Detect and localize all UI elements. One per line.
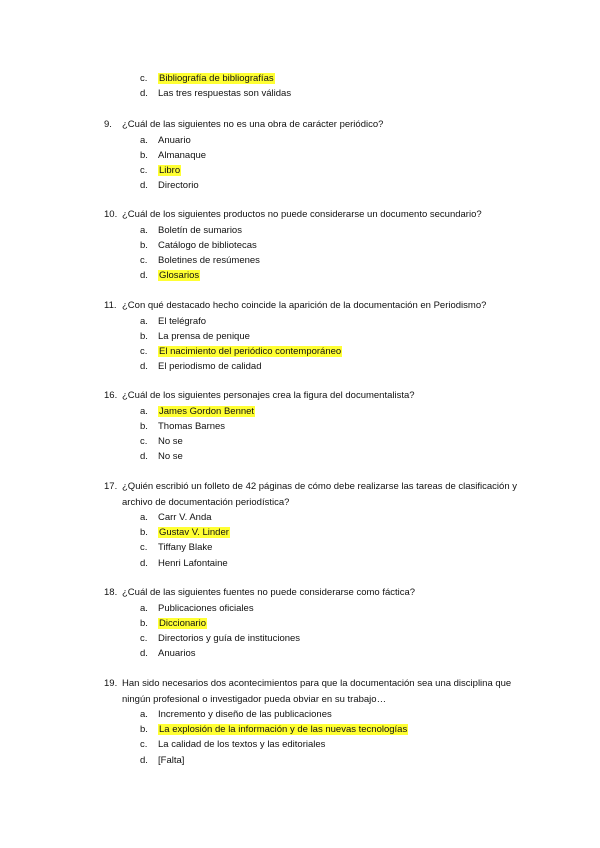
option-letter: d.	[140, 270, 148, 282]
option-c	[104, 434, 534, 449]
question-prompt: ¿Con qué destacado hecho coincide la aparición de la documentación en Periodismo?	[122, 300, 487, 311]
option-c	[104, 253, 534, 268]
option-letter: c.	[140, 254, 148, 266]
question-prompt: ¿Cuál de las siguientes fuentes no puede considerarse como fáctica?	[122, 587, 416, 598]
option-a	[104, 223, 534, 238]
option-letter: a.	[140, 709, 148, 720]
option-text: Las tres respuestas son válidas	[158, 88, 292, 100]
highlighted-answer: La explosión de la información y de las nuevas tecnologías	[159, 724, 408, 736]
question-text	[104, 207, 534, 223]
option-letter: b.	[140, 527, 148, 539]
option-text: Boletín de sumarios	[158, 224, 242, 236]
option-letter: b.	[140, 420, 148, 432]
option-text: Thomas Barnes	[158, 420, 226, 432]
question-prompt: ¿Cuál de los siguientes productos no puede considerarse un documento secundario?	[122, 209, 482, 220]
option-letter: d.	[140, 361, 148, 373]
option-letter: c.	[140, 73, 148, 84]
question-number: 11.	[104, 300, 117, 311]
question-number: 9.	[104, 119, 112, 130]
option-text: El telégrafo	[158, 315, 207, 327]
option-b	[104, 148, 534, 163]
option-letter: c.	[140, 164, 148, 176]
question-text	[104, 585, 534, 601]
question-18	[104, 585, 534, 661]
question-number: 19.	[104, 678, 118, 689]
option-text: No se	[158, 435, 183, 447]
option-a	[104, 707, 534, 722]
option-c	[104, 344, 534, 359]
option-c	[104, 631, 534, 646]
option-text: Anuarios	[158, 648, 196, 660]
highlighted-answer: Libro	[159, 164, 181, 176]
question-text	[104, 676, 534, 707]
question-text	[104, 298, 534, 314]
option-c	[104, 540, 534, 555]
option-letter: c.	[140, 435, 148, 447]
option-text: Almanaque	[158, 149, 207, 161]
option-text: [Falta]	[158, 754, 185, 766]
option-text: Henri Lafontaine	[158, 557, 228, 569]
option-c	[104, 71, 534, 86]
option-text: Boletines de resúmenes	[158, 254, 260, 266]
option-d	[104, 268, 534, 283]
option-letter: a.	[140, 134, 148, 146]
highlighted-answer: Bibliografía de bibliografías	[159, 73, 274, 84]
option-text: Incremento y diseño de las publicaciones	[158, 709, 332, 720]
option-letter: d.	[140, 88, 148, 100]
question-9	[104, 117, 534, 193]
option-c	[104, 737, 534, 752]
option-letter: b.	[140, 617, 148, 629]
highlighted-answer: El nacimiento del periódico contemporáneo	[159, 345, 342, 357]
option-text: La prensa de penique	[158, 330, 250, 342]
option-text: Tiffany Blake	[158, 542, 213, 554]
question-number: 10.	[104, 209, 118, 220]
option-letter: b.	[140, 330, 148, 342]
option-letter: a.	[140, 405, 148, 417]
option-d	[104, 556, 534, 571]
option-text: La calidad de los textos y las editoriales	[158, 739, 326, 751]
option-text: Carr V. Anda	[158, 512, 212, 523]
option-a	[104, 601, 534, 616]
question-prompt: ¿Cuál de los siguientes personajes crea la figura del documentalista?	[122, 390, 415, 401]
question-number: 18.	[104, 587, 118, 598]
option-text: Directorios y guía de instituciones	[158, 632, 301, 644]
question-text	[104, 479, 534, 510]
question-8-continuation	[104, 71, 534, 101]
question-text	[104, 117, 534, 133]
option-d	[104, 86, 534, 101]
option-d	[104, 646, 534, 661]
option-b	[104, 722, 534, 737]
question-prompt: Han sido necesarios dos acontecimientos para que la documentación sea una disciplina que ningún profesional o investigador pueda obviar en su trabajo…	[122, 678, 512, 705]
option-letter: b.	[140, 724, 148, 736]
question-19	[104, 676, 534, 768]
option-b	[104, 616, 534, 631]
question-16	[104, 388, 534, 464]
option-letter: c.	[140, 345, 148, 357]
highlighted-answer: Gustav V. Linder	[159, 527, 229, 539]
highlighted-answer: Glosarios	[159, 270, 200, 282]
option-text: Catálogo de bibliotecas	[158, 239, 257, 251]
option-b	[104, 525, 534, 540]
option-a	[104, 510, 534, 525]
option-letter: a.	[140, 315, 148, 327]
option-c	[104, 163, 534, 178]
option-letter: c.	[140, 739, 148, 751]
option-a	[104, 314, 534, 329]
option-b	[104, 329, 534, 344]
option-letter: a.	[140, 602, 148, 614]
question-number: 16.	[104, 390, 118, 401]
question-11	[104, 298, 534, 374]
option-d	[104, 449, 534, 464]
question-prompt: ¿Cuál de las siguientes no es una obra de carácter periódico?	[122, 119, 384, 130]
question-number: 17.	[104, 481, 118, 492]
question-17	[104, 479, 534, 571]
option-d	[104, 753, 534, 768]
option-text: No se	[158, 451, 183, 463]
option-letter: d.	[140, 451, 148, 463]
option-text: Anuario	[158, 134, 191, 146]
option-letter: d.	[140, 754, 148, 766]
option-text: Directorio	[158, 180, 199, 192]
option-a	[104, 404, 534, 419]
option-letter: b.	[140, 239, 148, 251]
highlighted-answer: James Gordon Bennet	[159, 405, 255, 417]
highlighted-answer: Diccionario	[159, 617, 206, 629]
option-a	[104, 133, 534, 148]
option-letter: d.	[140, 557, 148, 569]
option-d	[104, 359, 534, 374]
option-text: El periodismo de calidad	[158, 361, 262, 373]
option-letter: d.	[140, 648, 148, 660]
question-text	[104, 388, 534, 404]
option-letter: a.	[140, 512, 148, 523]
option-b	[104, 238, 534, 253]
question-10	[104, 207, 534, 283]
option-b	[104, 419, 534, 434]
option-letter: c.	[140, 632, 148, 644]
option-letter: d.	[140, 180, 148, 192]
question-prompt: ¿Quién escribió un folleto de 42 páginas de cómo debe realizarse las tareas de clasificación y archivo de documentación periodística?	[122, 481, 518, 508]
option-letter: c.	[140, 542, 148, 554]
option-d	[104, 178, 534, 193]
option-letter: a.	[140, 224, 148, 236]
option-text: Publicaciones oficiales	[158, 602, 254, 614]
option-letter: b.	[140, 149, 148, 161]
